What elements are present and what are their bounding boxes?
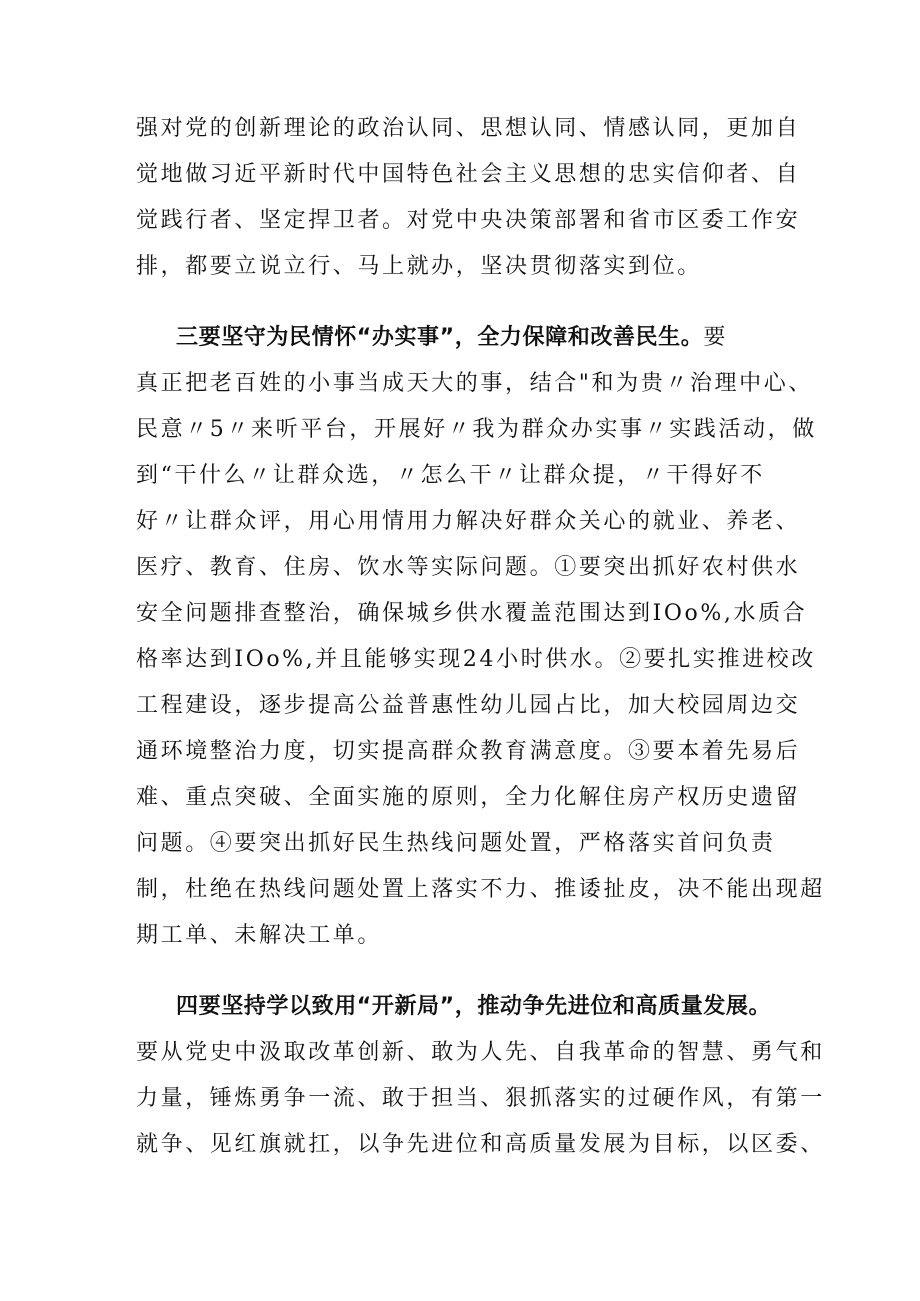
body-text-line: 真正把老百姓的小事当成天大的事，结合"和为贵〃治理中心、 — [136, 371, 813, 396]
body-text-line: 强对党的创新理论的政治认同、思想认同、情感认同，更加自 — [136, 116, 801, 141]
body-text-line: 安全问题排查整治，确保城乡供水覆盖范围达到IOo%,水质合 — [136, 601, 808, 626]
body-text-line: 期工单、未解决工单。 — [136, 923, 383, 948]
section-heading: 三要坚守为民情怀“办实事”，全力保障和改善民生。 — [176, 325, 704, 350]
body-text-line: 民意〃5〃来听平台，开展好〃我为群众办实事〃实践活动，做 — [136, 417, 817, 442]
body-text-line: 排，都要立说立行、马上就办，坚决贯彻落实到位。 — [136, 254, 702, 279]
body-text: 要 — [703, 325, 728, 350]
body-text-line: 问题。④要突出抓好民生热线问题处置，严格落实首问负责 — [136, 831, 776, 856]
paragraph-heading-line — [176, 992, 771, 1022]
body-text-line: 到“干什么〃让群众选，〃怎么干〃让群众提，〃干得好不 — [136, 463, 765, 488]
body-text-line: 医疗、教育、住房、饮水等实际问题。①要突出抓好农村供水 — [136, 555, 801, 580]
body-text-line: 力量，锤炼勇争一流、敢于担当、狠抓落实的过硬作风，有第一 — [136, 1086, 825, 1111]
section-heading: 四要坚持学以致用“开新局”，推动争先进位和高质量发展。 — [176, 994, 772, 1019]
body-text-line: 好〃让群众评，用心用情用力解决好群众关心的就业、养老、 — [136, 509, 801, 534]
body-text-line: 就争、见红旗就扛，以争先进位和高质量发展为目标，以区委、 — [136, 1132, 825, 1157]
body-text-line: 难、重点突破、全面实施的原则，全力化解住房产权历史遗留 — [136, 785, 801, 810]
body-text-line: 通环境整治力度，切实提高群众教育满意度。③要本着先易后 — [136, 739, 801, 764]
body-text-line: 觉地做习近平新时代中国特色社会主义思想的忠实信仰者、自 — [136, 162, 801, 187]
body-text-line: 格率达到IOo%,并且能够实现24小时供水。②要扎实推进校改 — [136, 647, 816, 672]
body-text-line: 制，杜绝在热线问题处置上落实不力、推诿扯皮，决不能出现超 — [136, 877, 825, 902]
body-text-line: 觉践行者、坚定捍卫者。对党中央决策部署和省市区委工作安 — [136, 208, 801, 233]
body-text-line: 要从党史中汲取改革创新、敢为人先、自我革命的智慧、勇气和 — [136, 1040, 825, 1065]
body-text-line: 工程建设，逐步提高公益普惠性幼儿园占比，加大校园周边交 — [136, 693, 801, 718]
paragraph-heading-line — [176, 323, 728, 353]
